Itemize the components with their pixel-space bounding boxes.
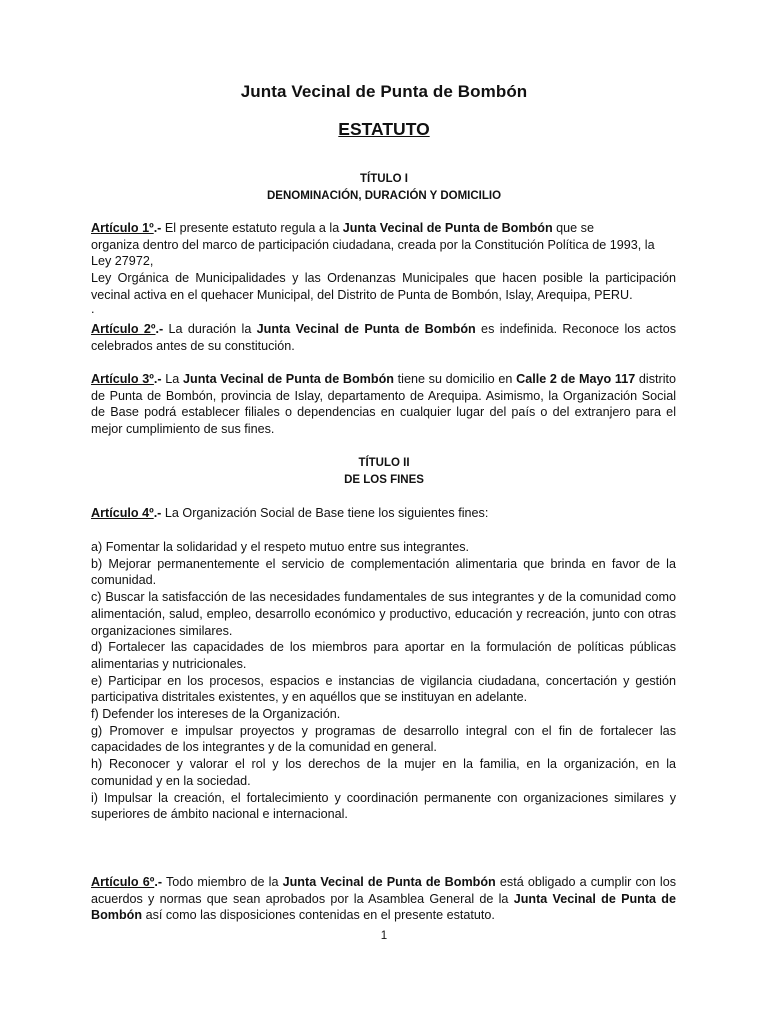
article-6-text-3: así como las disposiciones contenidas en el presente estatuto. <box>142 908 495 923</box>
list-item: c) Buscar la satisfacción de las necesidades fundamentales de sus integrantes y de la comunidad como alimentación, salud, empleo, desarrollo económico y productivo, educación y recreación, junto con otras organizaciones similares. <box>91 590 676 638</box>
titulo-1-text: DENOMINACIÓN, DURACIÓN Y DOMICILIO <box>266 189 502 202</box>
titulo-2-label: TÍTULO II <box>358 457 410 469</box>
article-4-text-1: La Organización Social de Base tiene los siguientes fines: <box>161 506 489 520</box>
article-2-text-1: La duración la <box>163 322 257 336</box>
list-item: g) Promover e impulsar proyectos y programas de desarrollo integral con el fin de fortalecer las capacidades de los integrantes y de la comunidad en general. <box>91 723 676 755</box>
article-4-separator: .- <box>153 506 162 520</box>
list-item: e) Participar en los procesos, espacios e instancias de vigilancia ciudadana, concertación y gestión participativa distritales existentes, y en aquéllos que se instituyan en adelante. <box>91 673 676 705</box>
titulo-1-heading <box>0 171 768 204</box>
article-1-line-1 <box>91 220 676 237</box>
titulo-2-text: DE LOS FINES <box>344 473 424 486</box>
list-item: h) Reconocer y valorar el rol y los derechos de la mujer en la familia, en la organización, en la comunidad y en la sociedad. <box>91 757 676 788</box>
article-3-separator: .- <box>153 372 162 386</box>
document-subtitle: ESTATUTO <box>338 119 430 139</box>
article-3-label: Artículo 3º <box>91 372 154 386</box>
list-item: d) Fortalecer las capacidades de los miembros para aportar en la formulación de políticas públicas alimentarias y nutricionales. <box>91 640 676 671</box>
article-6-separator: .- <box>154 875 163 889</box>
titulo-2-heading <box>0 455 768 488</box>
article-6-org-name: Junta Vecinal de Punta de Bombón <box>282 875 496 889</box>
article-1-dot: . <box>91 301 95 316</box>
titulo-1-label: TÍTULO I <box>360 173 408 185</box>
article-2-separator: .- <box>155 322 164 336</box>
article-4-label: Artículo 4º <box>91 506 154 520</box>
article-3-text-3: distrito de Punta de Bombón, provincia de Islay, departamento de Arequipa. Asimismo, la Organización Social de Base podrá establecer filiales o dependencias en cualquier lugar del país o del extranjero para el mejor cumplimiento de sus fines. <box>91 372 677 437</box>
document-title: Junta Vecinal de Punta de Bombón <box>240 82 528 101</box>
article-1-line-2: organiza dentro del marco de participación ciudadana, creada por la Constitución Política de 1993, la Ley 27972, <box>91 237 655 269</box>
article-2-label: Artículo 2º <box>91 322 156 336</box>
article-2 <box>91 321 676 354</box>
article-3-org-name: Junta Vecinal de Punta de Bombón <box>183 372 394 386</box>
article-6 <box>91 874 676 924</box>
article-3-text-1: La <box>161 372 184 386</box>
fines-list <box>91 539 676 823</box>
article-6-text-2: está obligado a cumplir con los acuerdos y normas que sean aprobados por la Asamblea General de la <box>91 875 676 906</box>
article-2-org-name: Junta Vecinal de Punta de Bombón <box>256 322 476 336</box>
article-3 <box>91 371 676 438</box>
article-1-text-2: que se <box>552 221 594 235</box>
page-number: 1 <box>380 930 388 942</box>
list-item: b) Mejorar permanentemente el servicio de complementación alimentaria que brinda en favor de la comunidad. <box>91 556 676 588</box>
article-6-label: Artículo 6º <box>91 875 155 889</box>
article-1-org-name: Junta Vecinal de Punta de Bombón <box>342 221 553 235</box>
article-1-line-3: Ley Orgánica de Municipalidades y las Ordenanzas Municipales que hacen posible la participación vecinal activa en el quehacer Municipal, del Distrito de Punta de Bombón, Islay, Arequipa, PERU. <box>91 271 676 302</box>
article-1-separator: .- <box>153 221 162 235</box>
article-3-address: Calle 2 de Mayo 117 <box>516 372 636 386</box>
article-2-text-2: es indefinida. Reconoce los actos celebrados antes de su constitución. <box>91 322 676 353</box>
article-1 <box>91 220 676 315</box>
article-1-text-1: El presente estatuto regula a la <box>161 221 343 235</box>
list-item: i) Impulsar la creación, el fortalecimiento y coordinación permanente con organizaciones similares y superiores de ámbito nacional e internacional. <box>91 790 676 822</box>
list-item: a) Fomentar la solidaridad y el respeto mutuo entre sus integrantes. <box>91 540 470 554</box>
article-6-org-name-2: Junta Vecinal de Punta de Bombón <box>91 891 676 923</box>
article-3-text-2: tiene su domicilio en <box>393 372 517 386</box>
article-4 <box>91 505 676 522</box>
article-6-text-1: Todo miembro de la <box>162 875 283 889</box>
article-1-label: Artículo 1º <box>91 221 154 235</box>
list-item: f) Defender los intereses de la Organización. <box>91 707 341 722</box>
